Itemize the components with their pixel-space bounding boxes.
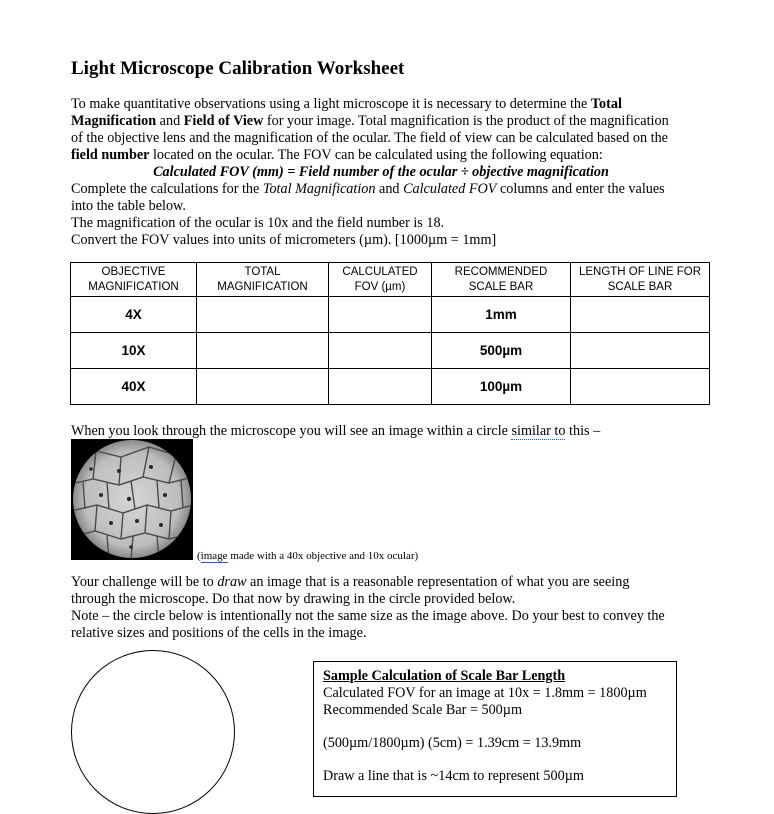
calculated-fov-input-cell[interactable] [329,369,432,405]
objective-cell: 40X [71,369,197,405]
header-objective-magnification: OBJECTIVE MAGNIFICATION [71,263,197,297]
intro-text: Complete the calculations for the [71,181,263,197]
line-length-input-cell[interactable] [571,369,710,405]
calculated-fov-input-cell[interactable] [329,297,432,333]
intro-text: The magnification of the ocular is 10x and the field number is 18. [71,215,445,231]
onion-cell-micrograph [71,439,193,560]
fov-equation: Calculated FOV (mm) = Field number of the ocular ÷ objective magnification [153,164,609,180]
scale-bar-cell: 100µm [432,369,571,405]
intro-text: located on the ocular. The FOV can be calculated using the following equation: [149,147,603,163]
header-calculated-fov: CALCULATED FOV (µm) [329,263,432,297]
intro-text: and [375,181,404,197]
table-row [71,369,710,405]
header-total-magnification: TOTAL MAGNIFICATION [197,263,329,297]
total-magnification-input-cell[interactable] [197,369,329,405]
drawing-circle[interactable] [71,650,235,814]
line-length-input-cell[interactable] [571,297,710,333]
total-magnification-input-cell[interactable] [197,297,329,333]
micrograph-image [71,439,193,560]
table-header-row [71,263,710,297]
page-title: Light Microscope Calibration Worksheet [71,58,405,79]
intro-text: To make quantitative observations using a light microscope it is necessary to determine the [71,96,591,112]
header-line-length: LENGTH OF LINE FOR SCALE BAR [571,263,710,297]
intro-bold-term: Magnification [71,113,157,129]
image-caption: (image made with a 40x objective and 10x ocular) [197,550,419,562]
intro-bold-term: Field of View [183,113,264,129]
scale-bar-cell: 500µm [432,333,571,369]
calibration-table [70,262,710,405]
spellcheck-flagged-text: image [200,550,228,562]
intro-paragraph [71,96,701,249]
intro-text: of the objective lens and the magnification of the ocular. The field of view can be calculated based on the [71,130,668,146]
objective-cell: 4X [71,297,197,333]
intro-text: into the table below. [71,198,186,214]
intro-bold-term: field number [71,147,150,163]
total-magnification-input-cell[interactable] [197,333,329,369]
sample-heading: Sample Calculation of Scale Bar Length [323,668,566,684]
intro-italic-term: Total Magnification [262,181,376,197]
intro-text: Convert the FOV values into units of micrometers (µm). [1000µm = 1mm] [71,232,497,248]
grammar-flagged-text: similar to [511,423,566,439]
observation-sentence: When you look through the microscope you will see an image within a circle similar to this – [71,423,601,439]
intro-bold-term: Total [590,96,622,112]
intro-italic-term: Calculated FOV [403,181,497,197]
scale-bar-cell: 1mm [432,297,571,333]
calculated-fov-input-cell[interactable] [329,333,432,369]
table-row [71,297,710,333]
intro-text: and [156,113,184,129]
intro-text: columns and enter the values [496,181,665,197]
table-row [71,333,710,369]
intro-text: for your image. Total magnification is the product of the magnification [263,113,669,129]
header-recommended-scale-bar: RECOMMENDED SCALE BAR [432,263,571,297]
sample-calculation-box: Sample Calculation of Scale Bar Length Calculated FOV for an image at 10x = 1.8mm = 1800µm Recommended Scale Bar = 500µm (500µm/1800µm) (5cm) = 1.39cm = 13.9mm Draw a line that is ~14cm to represent 500µm [313,661,677,797]
challenge-paragraph: Your challenge will be to draw an image that is a reasonable representation of what you are seeing through the microscope. Do that now by drawing in the circle provided below. Note – the circle below is intentionally not the same size as the image above. Do your best to convey the relative sizes and positions of the cells in the image. [71,574,665,641]
objective-cell: 10X [71,333,197,369]
line-length-input-cell[interactable] [571,333,710,369]
